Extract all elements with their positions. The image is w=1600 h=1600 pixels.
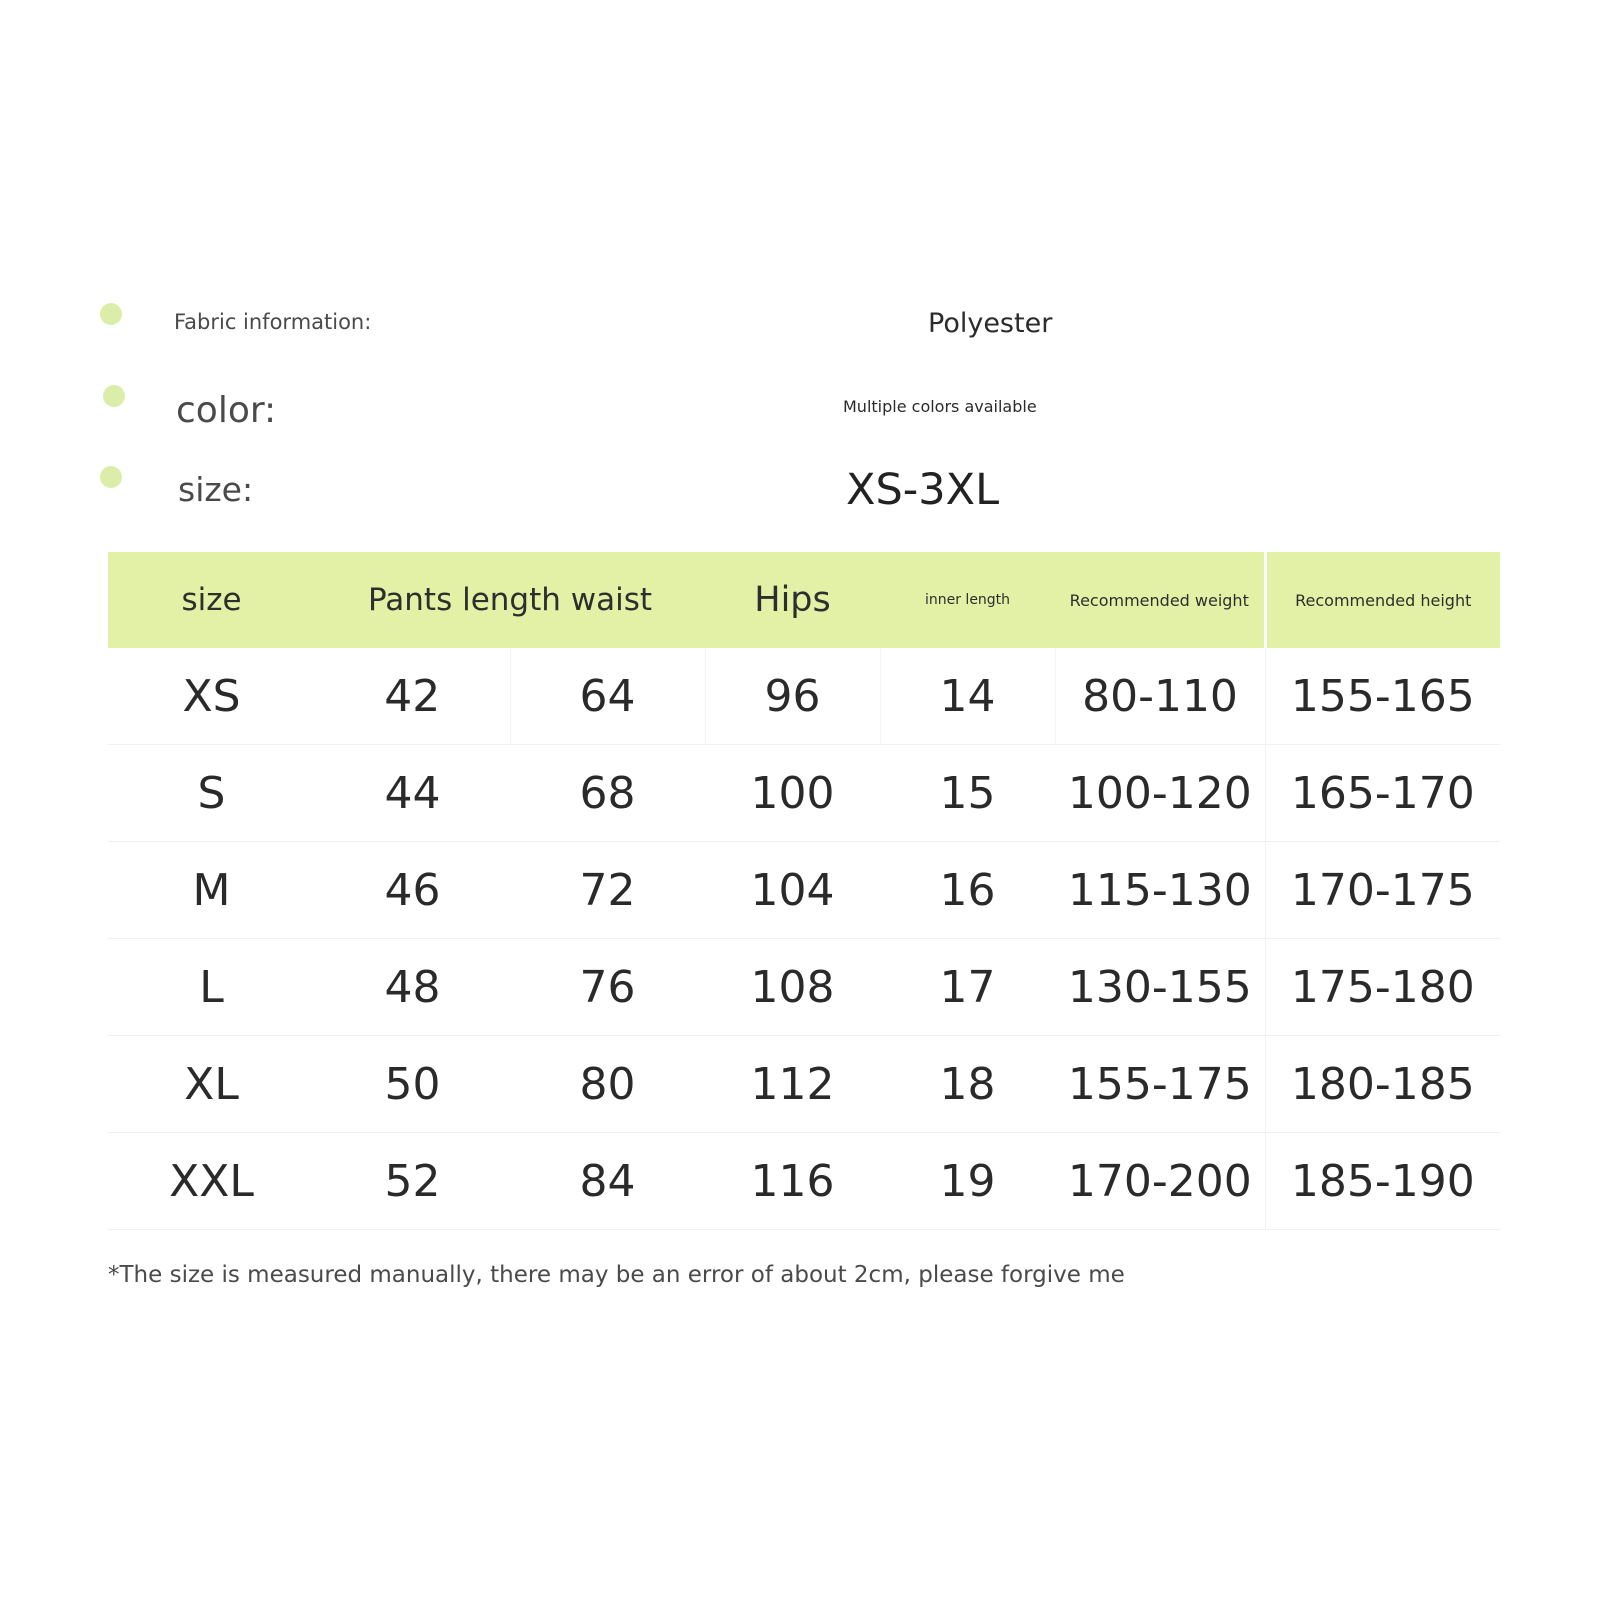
waist-cell: 76 [510,939,705,1036]
pants-length-cell: 50 [315,1036,510,1133]
recommended-weight-cell: 115-130 [1055,842,1265,939]
measurement-footnote: *The size is measured manually, there may be an error of about 2cm, please forgive me [108,1262,1125,1288]
table-row [108,939,1500,1036]
color-label: color: [176,390,277,431]
fabric-label: Fabric information: [174,310,372,334]
size-chart-table [108,552,1500,1230]
size-range-value: XS-3XL [846,465,1000,515]
inner-length-cell: 14 [880,648,1055,745]
inner-length-cell: 15 [880,745,1055,842]
color-value: Multiple colors available [843,397,1037,416]
pants-length-cell: 52 [315,1133,510,1230]
inner-length-cell: 17 [880,939,1055,1036]
table-row [108,1133,1500,1230]
pants-length-cell: 48 [315,939,510,1036]
size-cell: L [108,939,315,1036]
size-cell: XS [108,648,315,745]
waist-cell: 68 [510,745,705,842]
hips-cell: 100 [705,745,880,842]
color-info-row [0,376,1600,436]
waist-cell: 72 [510,842,705,939]
recommended-height-cell: 180-185 [1265,1036,1500,1133]
pants-length-cell: 42 [315,648,510,745]
size-cell: XL [108,1036,315,1133]
fabric-info-row [0,290,1600,350]
header-recommended-height: Recommended height [1265,552,1500,648]
size-info-row [0,458,1600,518]
table-row [108,745,1500,842]
table-row [108,648,1500,745]
recommended-height-cell: 175-180 [1265,939,1500,1036]
size-cell: M [108,842,315,939]
inner-length-cell: 16 [880,842,1055,939]
size-cell: S [108,745,315,842]
table-row [108,1036,1500,1133]
recommended-weight-cell: 170-200 [1055,1133,1265,1230]
waist-cell: 64 [510,648,705,745]
bullet-dot-icon [100,303,122,325]
recommended-weight-cell: 130-155 [1055,939,1265,1036]
hips-cell: 96 [705,648,880,745]
hips-cell: 104 [705,842,880,939]
table-row [108,842,1500,939]
hips-cell: 116 [705,1133,880,1230]
header-inner-length: inner length [880,552,1055,648]
table-header-row [108,552,1500,648]
header-size: size [108,552,315,648]
pants-length-cell: 46 [315,842,510,939]
recommended-weight-cell: 155-175 [1055,1036,1265,1133]
hips-cell: 112 [705,1036,880,1133]
size-label: size: [178,470,254,509]
recommended-weight-cell: 80-110 [1055,648,1265,745]
bullet-dot-icon [100,466,122,488]
header-hips: Hips [705,552,880,648]
recommended-weight-cell: 100-120 [1055,745,1265,842]
table-body [108,648,1500,1230]
fabric-value: Polyester [928,308,1053,339]
bullet-dot-icon [103,385,125,407]
waist-cell: 80 [510,1036,705,1133]
recommended-height-cell: 185-190 [1265,1133,1500,1230]
header-pants-length-waist: Pants length waist [315,552,705,648]
inner-length-cell: 18 [880,1036,1055,1133]
recommended-height-cell: 165-170 [1265,745,1500,842]
header-recommended-weight: Recommended weight [1055,552,1265,648]
size-cell: XXL [108,1133,315,1230]
waist-cell: 84 [510,1133,705,1230]
recommended-height-cell: 155-165 [1265,648,1500,745]
recommended-height-cell: 170-175 [1265,842,1500,939]
inner-length-cell: 19 [880,1133,1055,1230]
hips-cell: 108 [705,939,880,1036]
pants-length-cell: 44 [315,745,510,842]
